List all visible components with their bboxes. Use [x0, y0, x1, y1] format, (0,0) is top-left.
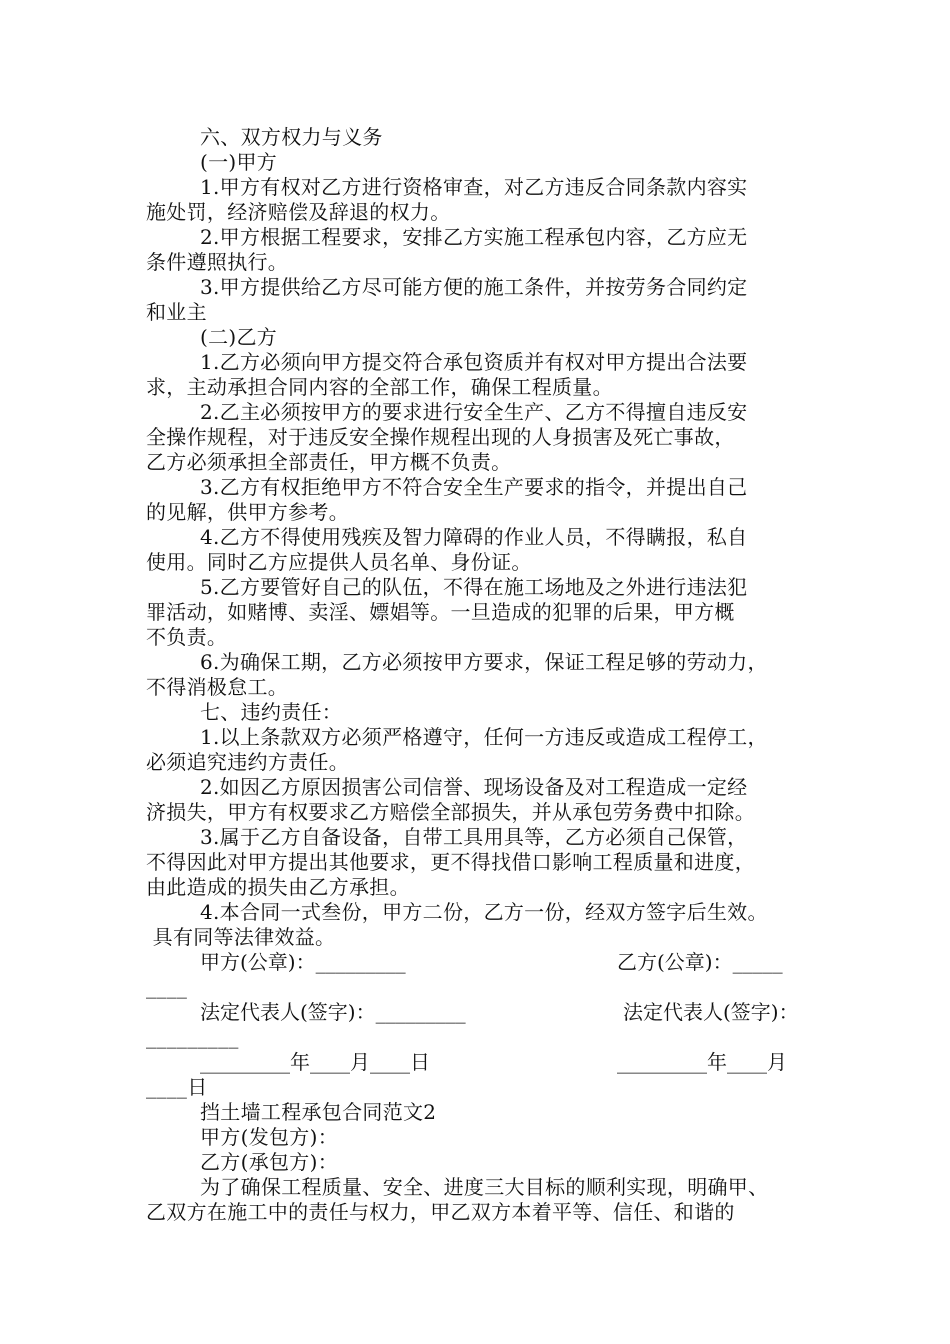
clause-a1-line1: 1.甲方有权对乙方进行资格审查，对乙方违反合同条款内容实	[200, 175, 748, 199]
clause-c3-line2: 不得因此对甲方提出其他要求，更不得找借口影响工程质量和进度，	[146, 850, 755, 874]
contract-2-party-b: 乙方(承包方)：	[200, 1150, 339, 1174]
signature-row-seal	[0, 949, 950, 975]
clause-a3-line1: 3.甲方提供给乙方尽可能方便的施工条件，并按劳务合同约定	[200, 275, 748, 299]
clause-b2-line2: 全操作规程，对于违反安全操作规程出现的人身损害及死亡事故，	[146, 425, 735, 449]
party-b-representative-field: 法定代表人(签字)：	[623, 1000, 799, 1024]
clause-b5-line1: 5.乙方要管好自己的队伍，不得在施工场地及之外进行违法犯	[200, 575, 748, 599]
contract-2-intro-line1: 为了确保工程质量、安全、进度三大目标的顺利实现，明确甲、	[200, 1175, 769, 1199]
clause-b1-line1: 1.乙方必须向甲方提交符合承包资质并有权对甲方提出合法要	[200, 350, 748, 374]
signature-row-date	[0, 1049, 950, 1075]
clause-a3-line2: 和业主	[146, 300, 207, 324]
contract-2-party-a: 甲方(发包方)：	[200, 1125, 339, 1149]
clause-a2-line1: 2.甲方根据工程要求，安排乙方实施工程承包内容，乙方应无	[200, 225, 748, 249]
clause-b2-line1: 2.乙主必须按甲方的要求进行安全生产、乙方不得擅自违反安	[200, 400, 748, 424]
party-b-heading: (二)乙方	[200, 325, 278, 349]
clause-c3-line1: 3.属于乙方自备设备，自带工具用具等，乙方必须自己保管，	[200, 825, 748, 849]
section-7-heading: 七、违约责任：	[200, 700, 343, 724]
contract-2-intro-line2: 乙双方在施工中的责任与权力，甲乙双方本着平等、信任、和谐的	[146, 1200, 735, 1224]
party-b-date-field-cont: ____日	[146, 1075, 208, 1099]
clause-c1-line1: 1.以上条款双方必须严格遵守，任何一方违反或造成工程停工，	[200, 725, 768, 749]
clause-b6-line2: 不得消极怠工。	[146, 675, 289, 699]
clause-b3-line1: 3.乙方有权拒绝甲方不符合安全生产要求的指令，并提出自己	[200, 475, 748, 499]
section-6-heading: 六、双方权力与义务	[200, 125, 383, 149]
clause-b5-line2: 罪活动，如赌博、卖淫、嫖娼等。一旦造成的犯罪的后果，甲方概	[146, 600, 735, 624]
clause-c1-line2: 必须追究违约方责任。	[146, 750, 349, 774]
clause-c4-line2: 具有同等法律效益。	[146, 925, 336, 949]
party-a-seal-field: 甲方(公章)：_________	[200, 950, 406, 974]
clause-b4-line2: 使用。同时乙方应提供人员名单、身份证。	[146, 550, 532, 574]
clause-c2-line1: 2.如因乙方原因损害公司信誉、现场设备及对工程造成一定经	[200, 775, 748, 799]
clause-b2-line3: 乙方必须承担全部责任，甲方概不负责。	[146, 450, 512, 474]
clause-a1-line2: 施处罚，经济赔偿及辞退的权力。	[146, 200, 451, 224]
party-b-representative-field-cont: _________	[146, 1025, 239, 1049]
party-a-heading: (一)甲方	[200, 150, 278, 174]
clause-c3-line3: 由此造成的损失由乙方承担。	[146, 875, 410, 899]
signature-row-representative	[0, 999, 950, 1025]
party-b-seal-field-cont: ____	[146, 975, 188, 999]
clause-b5-line3: 不负责。	[146, 625, 228, 649]
party-a-date-field: _________年____月____日	[200, 1050, 430, 1074]
clause-b6-line1: 6.为确保工期，乙方必须按甲方要求，保证工程足够的劳动力，	[200, 650, 768, 674]
party-b-date-field: _________年____月	[617, 1050, 787, 1074]
clause-a2-line2: 条件遵照执行。	[146, 250, 289, 274]
clause-c2-line2: 济损失，甲方有权要求乙方赔偿全部损失，并从承包劳务费中扣除。	[146, 800, 755, 824]
party-b-seal-field: 乙方(公章)：_____	[617, 950, 783, 974]
party-a-representative-field: 法定代表人(签字)：_________	[200, 1000, 466, 1024]
clause-c4-line1: 4.本合同一式叁份，甲方二份，乙方一份，经双方签字后生效。	[200, 900, 768, 924]
contract-2-title: 挡土墙工程承包合同范文2	[200, 1100, 437, 1124]
clause-b3-line2: 的见解，供甲方参考。	[146, 500, 349, 524]
clause-b4-line1: 4.乙方不得使用残疾及智力障碍的作业人员，不得瞒报，私自	[200, 525, 748, 549]
clause-b1-line2: 求，主动承担合同内容的全部工作，确保工程质量。	[146, 375, 613, 399]
